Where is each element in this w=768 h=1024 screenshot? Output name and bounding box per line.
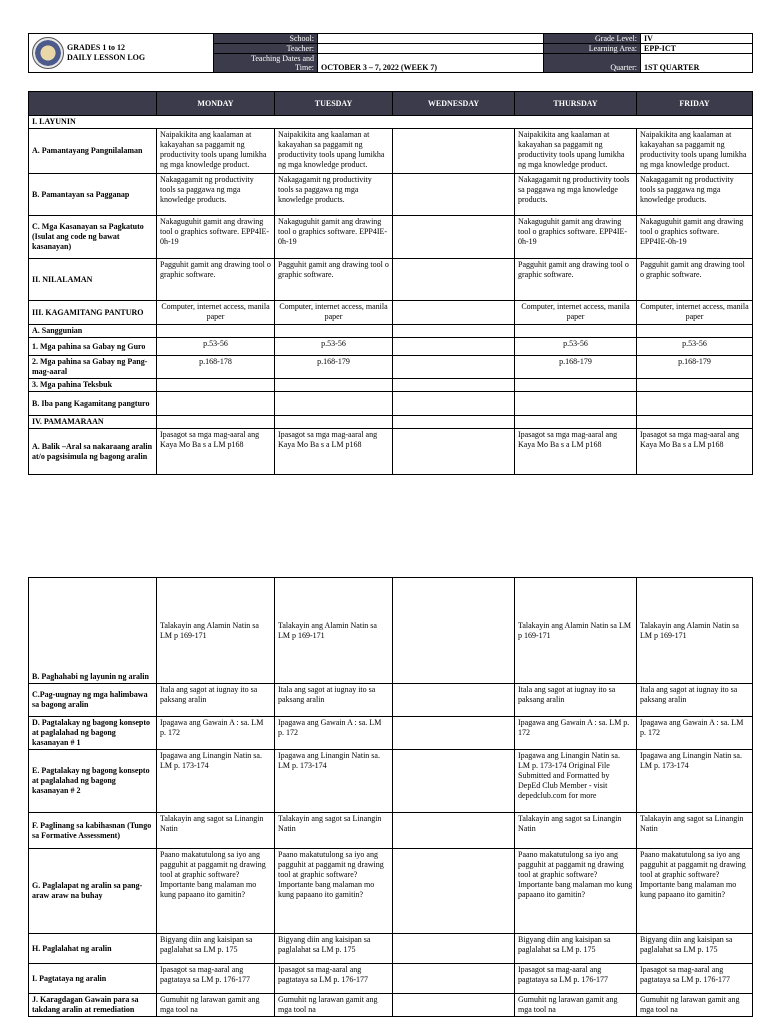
cell-tuesday <box>275 325 393 338</box>
cell-tuesday: Itala ang sagot at iugnay ito sa paksang aralin <box>275 684 393 717</box>
cell-friday <box>637 392 753 416</box>
day-header-thursday: THURSDAY <box>515 92 637 116</box>
cell-tuesday <box>275 416 393 429</box>
lesson-row <box>29 301 753 325</box>
cell-tuesday: Paano makatutulong sa iyo ang pagguhit at paggamit ng drawing tool at graphic software? Importante bang malaman mo kung papaano ito gamitin? <box>275 849 393 934</box>
lesson-row <box>29 392 753 416</box>
row-label: IV. PAMAMARAAN <box>29 416 157 429</box>
cell-wednesday <box>393 392 515 416</box>
cell-monday: Naipakikita ang kaalaman at kakayahan sa paggamit ng productivity tools upang lumikha ng mga knowledge product. <box>157 129 275 174</box>
cell-friday: Ipagawa ang Linangin Natin sa. LM p. 173-174 <box>637 750 753 813</box>
cell-wednesday <box>393 849 515 934</box>
cell-monday: Ipasagot sa mga mag-aaral ang Kaya Mo Ba s a LM p168 <box>157 429 275 475</box>
lesson-row <box>29 259 753 301</box>
cell-wednesday <box>393 750 515 813</box>
cell-friday: Ipasagot sa mag-aaral ang pagtataya sa LM p. 176-177 <box>637 964 753 994</box>
row-label: III. KAGAMITANG PANTURO <box>29 301 157 325</box>
cell-wednesday <box>393 216 515 259</box>
dates-label <box>214 54 318 73</box>
lesson-row <box>29 849 753 934</box>
cell-friday <box>637 325 753 338</box>
row-label: I. Pagtataya ng aralin <box>29 964 157 994</box>
cell-wednesday <box>393 994 515 1017</box>
cell-tuesday: Ipagawa ang Linangin Natin sa. LM p. 173-174 <box>275 750 393 813</box>
row-label: B. Paghahabi ng layunin ng aralin <box>29 578 157 684</box>
cell-thursday <box>515 416 637 429</box>
cell-friday: Paano makatutulong sa iyo ang pagguhit at paggamit ng drawing tool at graphic software? Importante bang malaman mo kung papaano ito gamitin? <box>637 849 753 934</box>
cell-tuesday: Pagguhit gamit ang drawing tool o graphic software. <box>275 259 393 301</box>
lesson-table-part2 <box>28 577 753 1017</box>
cell-thursday: p.53-56 <box>515 338 637 356</box>
cell-thursday: Ipasagot sa mag-aaral ang pagtataya sa LM p. 176-177 <box>515 964 637 994</box>
lesson-row <box>29 813 753 849</box>
teacher-value <box>318 44 544 54</box>
cell-friday: p.53-56 <box>637 338 753 356</box>
cell-tuesday: p.168-179 <box>275 356 393 379</box>
cell-friday: Bigyang diin ang kaisipan sa paglalahat sa LM p. 175 <box>637 934 753 964</box>
row-label: J. Karagdagan Gawain para sa takdang aralin at remediation <box>29 994 157 1017</box>
cell-thursday: Paano makatutulong sa iyo ang pagguhit at paggamit ng drawing tool at graphic software? Importante bang malaman mo kung papaano ito gamitin? <box>515 849 637 934</box>
cell-monday <box>157 379 275 392</box>
cell-wednesday <box>393 259 515 301</box>
cell-thursday: Ipasagot sa mga mag-aaral ang Kaya Mo Ba s a LM p168 <box>515 429 637 475</box>
header-title-line2: DAILY LESSON LOG <box>67 53 146 62</box>
day-header-tuesday: TUESDAY <box>275 92 393 116</box>
cell-monday: Ipagawa ang Gawain A : sa. LM p. 172 <box>157 717 275 750</box>
cell-thursday <box>515 379 637 392</box>
lesson-row <box>29 338 753 356</box>
cell-thursday: Bigyang diin ang kaisipan sa paglalahat sa LM p. 175 <box>515 934 637 964</box>
lesson-row <box>29 934 753 964</box>
row-label: C.Pag-uugnay ng mga halimbawa sa bagong aralin <box>29 684 157 717</box>
cell-wednesday <box>393 934 515 964</box>
row-label: A. Pamantayang Pangnilalaman <box>29 129 157 174</box>
cell-monday: Talakayin ang sagot sa Linangin Natin <box>157 813 275 849</box>
cell-monday <box>157 416 275 429</box>
cell-friday: Nakaguguhit gamit ang drawing tool o graphics software. EPP4IE-0h-19 <box>637 216 753 259</box>
cell-thursday: Nakaguguhit gamit ang drawing tool o graphics software. EPP4IE-0h-19 <box>515 216 637 259</box>
lesson-row <box>29 174 753 216</box>
cell-monday <box>157 392 275 416</box>
cell-wednesday <box>393 174 515 216</box>
cell-wednesday <box>393 129 515 174</box>
cell-thursday: Pagguhit gamit ang drawing tool o graphic software. <box>515 259 637 301</box>
area-value: EPP-ICT <box>641 44 753 54</box>
cell-wednesday <box>393 325 515 338</box>
cell-thursday: Gumuhit ng larawan gamit ang mga tool na <box>515 994 637 1017</box>
cell-friday: Talakayin ang sagot sa Linangin Natin <box>637 813 753 849</box>
lesson-row <box>29 684 753 717</box>
row-label: 2. Mga pahina sa Gabay ng Pang-mag-aaral <box>29 356 157 379</box>
quarter-label: Quarter: <box>544 54 641 73</box>
cell-monday: Nakagagamit ng productivity tools sa paggawa ng mga knowledge products. <box>157 174 275 216</box>
cell-friday: Computer, internet access, manila paper <box>637 301 753 325</box>
cell-tuesday: Ipagawa ang Gawain A : sa. LM p. 172 <box>275 717 393 750</box>
cell-tuesday <box>275 392 393 416</box>
cell-friday <box>637 416 753 429</box>
row-label: II. NILALAMAN <box>29 259 157 301</box>
cell-thursday: p.168-179 <box>515 356 637 379</box>
lesson-row <box>29 356 753 379</box>
row-label: E. Pagtalakay ng bagong konsepto at paglalahad ng bagong kasanayan # 2 <box>29 750 157 813</box>
cell-tuesday: Gumuhit ng larawan gamit ang mga tool na <box>275 994 393 1017</box>
cell-thursday: Ipagawa ang Gawain A : sa. LM p. 172 <box>515 717 637 750</box>
lesson-row <box>29 750 753 813</box>
lesson-row <box>29 964 753 994</box>
row-label: 1. Mga pahina sa Gabay ng Guro <box>29 338 157 356</box>
cell-wednesday <box>393 338 515 356</box>
cell-thursday <box>515 392 637 416</box>
school-label: School: <box>214 34 318 44</box>
cell-wednesday <box>393 717 515 750</box>
row-label: C. Mga Kasanayan sa Pagkatuto (Isulat ang code ng bawat kasanayan) <box>29 216 157 259</box>
cell-friday: p.168-179 <box>637 356 753 379</box>
cell-wednesday <box>393 813 515 849</box>
row-label: D. Pagtalakay ng bagong konsepto at paglalahad ng bagong kasanayan # 1 <box>29 717 157 750</box>
cell-monday: Paano makatutulong sa iyo ang pagguhit at paggamit ng drawing tool at graphic software? Importante bang malaman mo kung papaano ito gamitin? <box>157 849 275 934</box>
cell-friday: Ipagawa ang Gawain A : sa. LM p. 172 <box>637 717 753 750</box>
lesson-row <box>29 429 753 475</box>
dates-label-line2: Time: <box>295 63 314 72</box>
cell-friday: Talakayin ang Alamin Natin sa LM p 169-171 <box>637 578 753 684</box>
cell-monday: Pagguhit gamit ang drawing tool o graphic software. <box>157 259 275 301</box>
cell-tuesday <box>275 379 393 392</box>
lesson-row <box>29 325 753 338</box>
cell-monday: p.168-178 <box>157 356 275 379</box>
row-label: B. Iba pang Kagamitang pangturo <box>29 392 157 416</box>
cell-tuesday: Computer, internet access, manila paper <box>275 301 393 325</box>
row-label: 3. Mga pahina Teksbuk <box>29 379 157 392</box>
cell-tuesday: Naipakikita ang kaalaman at kakayahan sa paggamit ng productivity tools upang lumikha ng mga knowledge product. <box>275 129 393 174</box>
grade-value: IV <box>641 34 753 44</box>
lesson-row <box>29 379 753 392</box>
deped-seal-icon <box>32 37 64 69</box>
cell-tuesday: Nakagagamit ng productivity tools sa paggawa ng mga knowledge products. <box>275 174 393 216</box>
lesson-table-part1 <box>28 91 753 475</box>
cell-wednesday <box>393 301 515 325</box>
cell-friday: Ipasagot sa mga mag-aaral ang Kaya Mo Ba s a LM p168 <box>637 429 753 475</box>
cell-thursday: Computer, internet access, manila paper <box>515 301 637 325</box>
cell-tuesday: Nakaguguhit gamit ang drawing tool o graphics software. EPP4IE-0h-19 <box>275 216 393 259</box>
cell-friday: Naipakikita ang kaalaman at kakayahan sa paggamit ng productivity tools upang lumikha ng mga knowledge product. <box>637 129 753 174</box>
cell-thursday <box>515 325 637 338</box>
cell-monday: Nakaguguhit gamit ang drawing tool o graphics software. EPP4IE-0h-19 <box>157 216 275 259</box>
cell-monday: p.53-56 <box>157 338 275 356</box>
cell-tuesday: Bigyang diin ang kaisipan sa paglalahat sa LM p. 175 <box>275 934 393 964</box>
area-label: Learning Area: <box>544 44 641 54</box>
cell-monday: Ipagawa ang Linangin Natin sa. LM p. 173-174 <box>157 750 275 813</box>
cell-wednesday <box>393 578 515 684</box>
row-label: A. Balik –Aral sa nakaraang aralin at/o pagsisimula ng bagong aralin <box>29 429 157 475</box>
cell-tuesday: Ipasagot sa mga mag-aaral ang Kaya Mo Ba s a LM p168 <box>275 429 393 475</box>
section-layunin: I. LAYUNIN <box>29 116 753 129</box>
lesson-row <box>29 717 753 750</box>
cell-thursday: Talakayin ang sagot sa Linangin Natin <box>515 813 637 849</box>
cell-wednesday <box>393 429 515 475</box>
cell-wednesday <box>393 684 515 717</box>
cell-tuesday: Talakayin ang sagot sa Linangin Natin <box>275 813 393 849</box>
lesson-row <box>29 994 753 1017</box>
cell-tuesday: p.53-56 <box>275 338 393 356</box>
day-header-monday: MONDAY <box>157 92 275 116</box>
grade-label: Grade Level: <box>544 34 641 44</box>
cell-monday: Ipasagot sa mag-aaral ang pagtataya sa LM p. 176-177 <box>157 964 275 994</box>
cell-monday <box>157 325 275 338</box>
cell-wednesday <box>393 379 515 392</box>
cell-monday: Gumuhit ng larawan gamit ang mga tool na <box>157 994 275 1017</box>
corner-cell <box>29 92 157 116</box>
row-label: F. Paglinang sa kabihasnan (Tungo sa Formative Assessment) <box>29 813 157 849</box>
cell-thursday: Itala ang sagot at iugnay ito sa paksang aralin <box>515 684 637 717</box>
day-header-wednesday: WEDNESDAY <box>393 92 515 116</box>
row-label: B. Pamantayan sa Pagganap <box>29 174 157 216</box>
cell-friday: Nakagagamit ng productivity tools sa paggawa ng mga knowledge products. <box>637 174 753 216</box>
row-label: A. Sanggunian <box>29 325 157 338</box>
cell-thursday: Naipakikita ang kaalaman at kakayahan sa paggamit ng productivity tools upang lumikha ng mga knowledge product. <box>515 129 637 174</box>
dates-value: OCTOBER 3 – 7, 2022 (WEEK 7) <box>318 54 544 73</box>
day-header-friday: FRIDAY <box>637 92 753 116</box>
lesson-row <box>29 216 753 259</box>
lesson-row <box>29 129 753 174</box>
header-logo-cell <box>29 34 214 73</box>
cell-tuesday: Talakayin ang Alamin Natin sa LM p 169-171 <box>275 578 393 684</box>
cell-wednesday <box>393 416 515 429</box>
cell-monday: Computer, internet access, manila paper <box>157 301 275 325</box>
cell-friday: Gumuhit ng larawan gamit ang mga tool na <box>637 994 753 1017</box>
lesson-row <box>29 578 753 684</box>
cell-thursday: Nakagagamit ng productivity tools sa paggawa ng mga knowledge products. <box>515 174 637 216</box>
header-title-line1: GRADES 1 to 12 <box>67 43 126 52</box>
cell-monday: Bigyang diin ang kaisipan sa paglalahat sa LM p. 175 <box>157 934 275 964</box>
cell-thursday: Ipagawa ang Linangin Natin sa. LM p. 173-174 Original File Submitted and Formatted by DepEd Club Member - visit depedclub.com for more <box>515 750 637 813</box>
cell-wednesday <box>393 964 515 994</box>
cell-monday: Talakayin ang Alamin Natin sa LM p 169-171 <box>157 578 275 684</box>
cell-monday: Itala ang sagot at iugnay ito sa paksang aralin <box>157 684 275 717</box>
dates-label-line1: Teaching Dates and <box>251 54 314 63</box>
cell-wednesday <box>393 356 515 379</box>
row-label: H. Paglalahat ng aralin <box>29 934 157 964</box>
cell-thursday: Talakayin ang Alamin Natin sa LM p 169-171 <box>515 578 637 684</box>
teacher-label: Teacher: <box>214 44 318 54</box>
cell-friday: Itala ang sagot at iugnay ito sa paksang aralin <box>637 684 753 717</box>
lesson-row <box>29 416 753 429</box>
cell-friday <box>637 379 753 392</box>
cell-tuesday: Ipasagot sa mag-aaral ang pagtataya sa LM p. 176-177 <box>275 964 393 994</box>
school-value <box>318 34 544 44</box>
quarter-value: 1ST QUARTER <box>641 54 753 73</box>
row-label: G. Paglalapat ng aralin sa pang-araw araw na buhay <box>29 849 157 934</box>
cell-friday: Pagguhit gamit ang drawing tool o graphic software. <box>637 259 753 301</box>
header-table <box>28 33 753 73</box>
